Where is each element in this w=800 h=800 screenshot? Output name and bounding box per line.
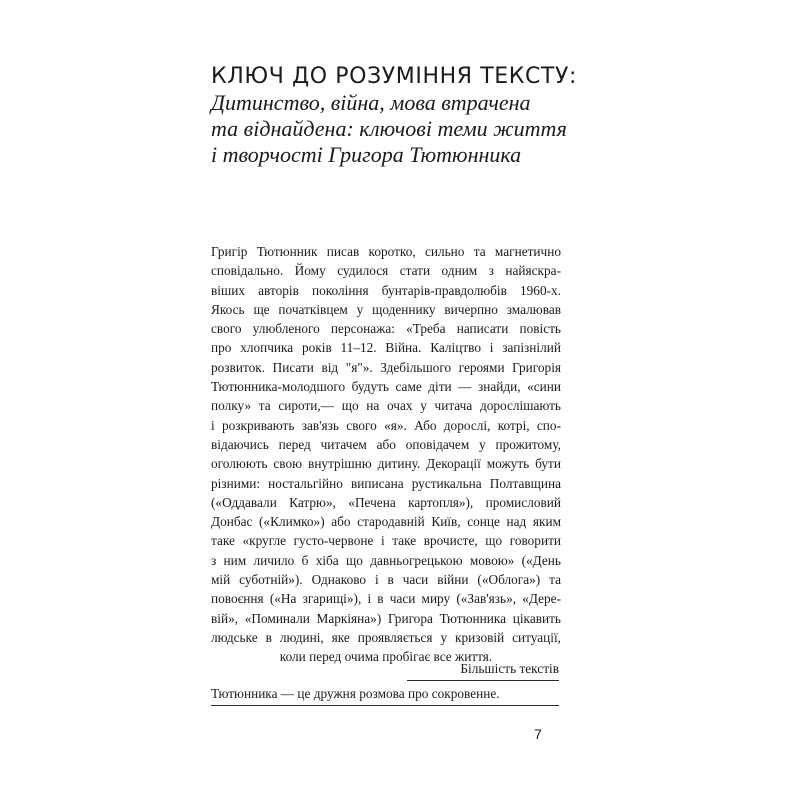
- chapter-heading: [211, 64, 591, 168]
- page-number: 7: [534, 726, 542, 742]
- chapter-title: КЛЮЧ ДО РОЗУМІННЯ ТЕКСТУ:: [211, 64, 577, 89]
- paragraph-line: Григір Тютюнник писав коротко, сильно та магнетично: [211, 244, 561, 259]
- pull-quote-line: Більшість текстів: [407, 660, 559, 681]
- chapter-subtitle-line: Дитинство, війна, мова втрачена: [211, 90, 531, 115]
- paragraph-line: розвиток. Писати від "я"». Здебільшого героями Григорія: [211, 359, 561, 375]
- paragraph-line: оголюють свою внутрішню дитину. Декорації можуть бути: [211, 456, 561, 472]
- paragraph-line: і розкривають зав'язь свого «я». Або дорослі, котрі, спо-: [211, 417, 561, 433]
- chapter-subtitle-line: та віднайдена: ключові теми життя: [211, 116, 567, 141]
- body-paragraph: [211, 242, 561, 667]
- pull-quote-line: Тютюнника — це дружня розмова про сокровенне.: [211, 685, 559, 706]
- chapter-subtitle-line: і творчості Григора Тютюнника: [211, 142, 522, 167]
- paragraph-line: про хлопчика років 11–12. Війна. Каліцтво і запізнілий: [211, 340, 561, 356]
- paragraph-line: мій суботній»). Однаково і в часи війни («Облога») та: [211, 572, 561, 588]
- paragraph-line: таке «кругле густо-червоне і таке врочисте, що говорити: [211, 533, 561, 549]
- paragraph-line: Тютюнника-молодшого будуть саме діти — знайди, «сини: [211, 379, 561, 395]
- paragraph-line: відаючись перед читачем або оповідачем у прожитому,: [211, 436, 561, 452]
- paragraph-line: («Оддавали Катрю», «Печена картопля»), промисловий: [211, 494, 561, 510]
- paragraph-line: Якось ще початківцем у щоденнику вичерпно змалював: [211, 301, 561, 317]
- paragraph-line: свого улюбленого персонажа: «Треба написати повість: [211, 321, 561, 337]
- pull-quote: [211, 660, 559, 710]
- paragraph-line: людське в людині, яке проявляється у кризовій ситуації,: [211, 629, 561, 645]
- paragraph-line: вій», «Поминали Маркіяна») Григора Тютюнника цікавить: [211, 610, 561, 626]
- paragraph-line: Донбас («Климко») або стародавній Київ, сонце над яким: [211, 514, 561, 530]
- paragraph-line: полку» та сироти,— що на очах у читача дорослішають: [211, 398, 561, 414]
- paragraph-line: коли перед очима пробігає все життя.: [279, 649, 493, 665]
- paragraph-line: сповідально. Йому судилося стати одним з найяскра-: [211, 263, 561, 279]
- paragraph-line: віших авторів покоління бунтарів-правдолюбів 1960-х.: [211, 282, 561, 298]
- paragraph-line: різними: ностальгійно виписана рустикальна Полтавщина: [211, 475, 561, 491]
- paragraph-line: повоєння («На згарищі»), і в часи миру («Зав'язь», «Дере-: [211, 591, 561, 607]
- paragraph-line: з ним личило б хіба що давньогрецькою мовою» («День: [211, 552, 561, 568]
